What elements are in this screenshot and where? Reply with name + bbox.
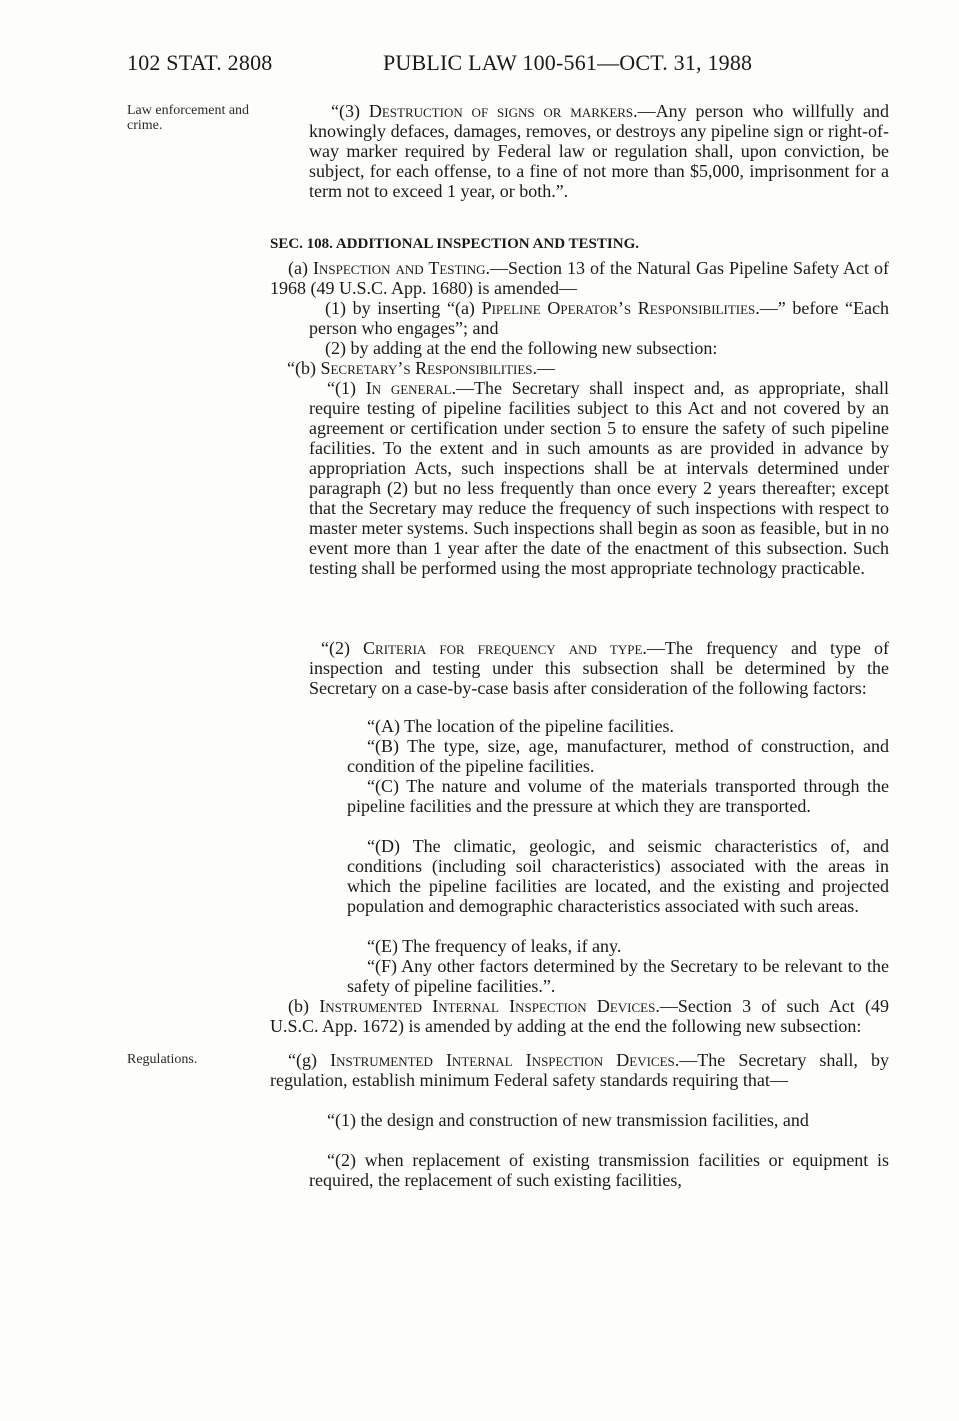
heading-secretary-responsibilities: Secretary’s Responsibilities. <box>320 358 538 378</box>
factor-c: “(C) The nature and volume of the materials transported through the pipeline facilities and the pressure at which they are transported. <box>347 776 889 816</box>
factor-a: “(A) The location of the pipeline facilities. <box>367 716 675 736</box>
factor-d: “(D) The climatic, geologic, and seismic characteristics of, and conditions (including soil characteristics) associated with the areas in which the pipeline facilities are located, and the existing and projected population and demographic characteristics associated with such areas. <box>347 836 889 916</box>
heading-criteria: Criteria for frequency and type. <box>363 638 647 658</box>
heading-instrumented-devices-g: Instrumented Internal Inspection Devices. <box>330 1050 680 1070</box>
paragraph-b1-general: “(1) In general.—The Secretary shall inspect and, as appropriate, shall require testing of pipeline facilities subject to this Act and not covered by an agreement or certification under section 5 to ensure the safety of such pipeline facilities. To the extent and in such amounts as are provided in advance by appropriation Acts, such inspections shall be at intervals determined under paragraph (2) but no less frequently than once every 2 years thereafter; except that the Secretary may reduce the frequency of such inspections with respect to master meter systems. Such inspections shall begin as soon as feasible, but in no event more than 1 year after the date of the enactment of this subsection. Such testing shall be performed using the most appropriate technology practicable. <box>309 378 889 578</box>
subsection-g: “(g) Instrumented Internal Inspection Devices.—The Secretary shall, by regulation, establish minimum Federal safety standards requiring that— <box>270 1050 889 1090</box>
paragraph-b2-criteria: “(2) Criteria for frequency and type.—The frequency and type of inspection and testing under this subsection shall be determined by the Secretary on a case-by-case basis after consideration of the following factors: <box>309 638 889 698</box>
paragraph-a2: (2) by adding at the end the following new subsection: <box>325 338 718 358</box>
heading-in-general: In general. <box>365 378 456 398</box>
factor-e: “(E) The frequency of leaks, if any. <box>367 936 622 956</box>
section-heading-108: SEC. 108. ADDITIONAL INSPECTION AND TESTING. <box>270 236 639 252</box>
heading-destruction: Destruction of signs or markers. <box>368 101 638 121</box>
heading-instrumented-devices: Instrumented Internal Inspection Devices. <box>319 996 660 1016</box>
running-head: PUBLIC LAW 100-561—OCT. 31, 1988 <box>383 50 753 75</box>
heading-inspection-testing: Inspection and Testing. <box>312 258 491 278</box>
subsection-b-secretary: “(b) Secretary’s Responsibilities.— <box>287 358 556 378</box>
margin-note-law-enforcement: Law enforcement and crime. <box>127 103 250 133</box>
heading-operator-responsibilities: Pipeline Operator’s Responsibilities. <box>481 298 760 318</box>
margin-note-regulations: Regulations. <box>127 1052 198 1067</box>
page-number-stat: 102 STAT. 2808 <box>127 50 273 75</box>
paragraph-3-destruction: “(3) Destruction of signs or markers.—Any person who willfully and knowingly defaces, damages, removes, or destroys any pipeline sign or right-of-way marker required by Federal law or regulation shall, upon conviction, be subject, for each offense, to a fine of not more than $5,000, imprisonment for a term not to exceed 1 year, or both.”. <box>309 101 889 201</box>
paragraph-g2: “(2) when replacement of existing transmission facilities or equipment is required, the replacement of such existing facilities, <box>309 1150 889 1190</box>
subsection-b-instrumented: (b) Instrumented Internal Inspection Devices.—Section 3 of such Act (49 U.S.C. App. 1672) is amended by adding at the end the following new subsection: <box>270 996 889 1036</box>
factor-b: “(B) The type, size, age, manufacturer, method of construction, and condition of the pipeline facilities. <box>347 736 889 776</box>
subsection-a: (a) Inspection and Testing.—Section 13 of the Natural Gas Pipeline Safety Act of 1968 (49 U.S.C. App. 1680) is amended— <box>270 258 889 298</box>
paragraph-a1: (1) by inserting “(a) Pipeline Operator’s Responsibilities.—” before “Each person who engages”; and <box>309 298 890 338</box>
factor-f: “(F) Any other factors determined by the Secretary to be relevant to the safety of pipeline facilities.”. <box>347 956 889 996</box>
paragraph-g1: “(1) the design and construction of new transmission facilities, and <box>327 1110 809 1130</box>
